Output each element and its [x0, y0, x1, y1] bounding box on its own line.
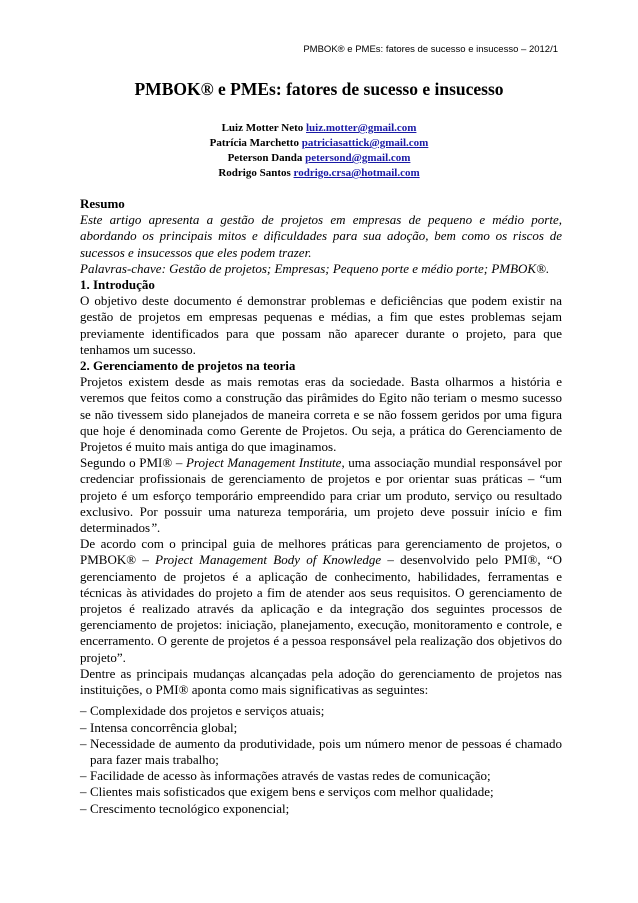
dash-bullet-icon: – — [80, 800, 87, 816]
list-item-text: Crescimento tecnológico exponencial; — [90, 800, 290, 816]
list-item — [80, 736, 562, 768]
list-item — [80, 768, 562, 784]
paper-body — [80, 196, 562, 817]
author-name: Rodrigo Santos — [218, 167, 291, 179]
dash-bullet-icon: – — [80, 735, 87, 751]
text-run: De acordo com o principal guia de melhores práticas para gerenciamento de projetos, o PMBOK® – — [80, 536, 562, 568]
author-email-link[interactable]: petersond@gmail.com — [305, 152, 411, 164]
section-heading-theory: 2. Gerenciamento de projetos na teoria — [80, 358, 296, 374]
author-email-link[interactable]: luiz.motter@gmail.com — [306, 122, 417, 134]
dash-bullet-icon: – — [80, 768, 87, 784]
abstract-text: Este artigo apresenta a gestão de projetos em empresas de pequeno e médio porte, abordando os principais mitos e dificuldades para sua adoção, bem como os riscos de sucessos e insucessos que eles podem trazer. — [80, 212, 562, 260]
dash-bullet-icon: – — [80, 719, 87, 735]
list-item-text: Facilidade de acesso às informações através de vastas redes de comunicação; — [90, 768, 491, 784]
list-item-text: Complexidade dos projetos e serviços atuais; — [90, 703, 325, 719]
list-item — [80, 720, 562, 736]
section-heading-introduction: 1. Introdução — [80, 277, 155, 293]
abstract-heading: Resumo — [80, 196, 125, 211]
author-line — [0, 151, 638, 166]
text-run-italic: Project Management Body of Knowledge — [155, 552, 382, 568]
text-run: , uma associação mundial responsável por credenciar profissionais de gerenciamento de projetos e por orientar suas práticas – “um projeto é um esforço temporário empreendido para criar um produto, serviço ou resultado exclusivo. Por possuir uma natureza temporária, um projeto deve possuir início e fim determinados — [80, 455, 563, 536]
bullet-list — [80, 703, 562, 816]
paragraph: O objetivo deste documento é demonstrar problemas e deficiências que podem existir na gestão de projetos em empresas pequenas e médias, a fim que estes problemas sejam previamente identificados para que possam não aparecer durante o projeto, para que tenhamos um sucesso. — [80, 293, 562, 357]
list-item — [80, 801, 562, 817]
list-item-text: Clientes mais sofisticados que exigem bens e serviços com melhor qualidade; — [90, 784, 494, 800]
author-email-link[interactable]: rodrigo.crsa@hotmail.com — [293, 167, 420, 179]
running-header: PMBOK® e PMEs: fatores de sucesso e insucesso – 2012/1 — [303, 44, 558, 55]
keywords: Palavras-chave: Gestão de projetos; Empresas; Pequeno porte e médio porte; PMBOK®. — [80, 260, 550, 276]
author-line — [0, 121, 638, 136]
paragraph: Projetos existem desde as mais remotas eras da sociedade. Basta olharmos a história e veremos que feitos como a construção das pirâmides do Egito não teriam o mesmo sucesso se não tivessem sido planejados de maneira correta e se não fossem geridos por uma figura que hoje é denominada como Gerente de Projetos. Ou seja, a prática do Gerenciamento de Projetos é muito mais antiga do que imaginamos. — [80, 374, 562, 455]
text-run: – desenvolvido pelo PMI®, “O gerenciamento de projetos é a aplicação de conhecimento, habilidades, ferramentas e técnicas às atividades do projeto a fim de atender aos seus requisitos. O gerenciamento de projetos é realizado através da aplicação e da integração dos seguintes processos de gerenciamento de projetos: iniciação, planejamento, execução, monitoramento e controle, e encerramento. O gerente de projetos é a pessoa responsável pela realização dos objetivos do projeto”. — [80, 552, 562, 665]
paragraph — [80, 455, 562, 536]
dash-bullet-icon: – — [80, 703, 87, 719]
paragraph — [80, 536, 562, 666]
author-line — [0, 136, 638, 151]
text-run-italic: ”. — [150, 520, 161, 536]
author-name: Peterson Danda — [227, 152, 303, 164]
author-email-link[interactable]: patriciasattick@gmail.com — [301, 137, 429, 149]
dash-bullet-icon: – — [80, 784, 87, 800]
list-item — [80, 784, 562, 800]
author-name: Luiz Motter Neto — [221, 122, 304, 134]
author-list — [0, 121, 638, 181]
text-run: Segundo o PMI® – — [80, 455, 186, 471]
paragraph: Dentre as principais mudanças alcançadas pela adoção do gerenciamento de projetos nas instituições, o PMI® aponta como mais significativas as seguintes: — [80, 665, 562, 698]
text-run-italic: Project Management Institute — [185, 455, 342, 471]
list-item-text: Intensa concorrência global; — [90, 719, 238, 735]
list-item — [80, 703, 562, 719]
author-name: Patrícia Marchetto — [209, 137, 299, 149]
list-item-text: Necessidade de aumento da produtividade, pois um número menor de pessoas é chamado para fazer mais trabalho; — [90, 735, 562, 767]
paper-title: PMBOK® e PMEs: fatores de sucesso e insucesso — [134, 79, 504, 99]
author-line — [0, 166, 638, 181]
